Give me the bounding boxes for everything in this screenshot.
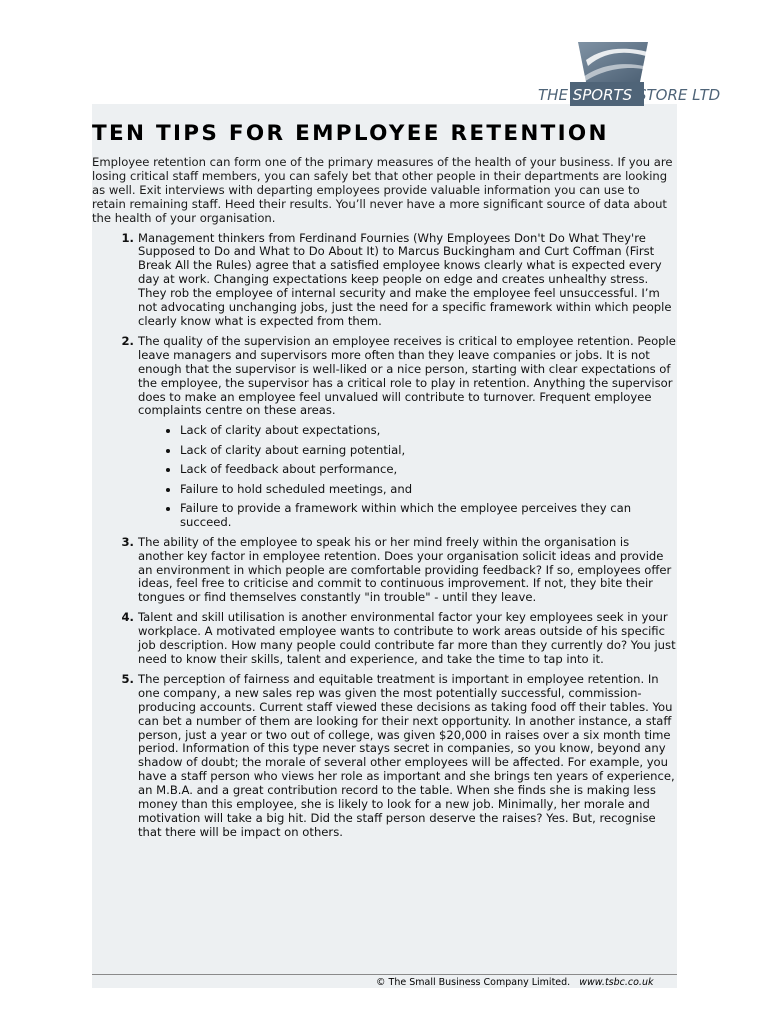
logo-text-sports: SPORTS bbox=[572, 86, 633, 104]
tip-text: The quality of the supervision an employee receives is critical to employee retention. People leave managers and supervisors more often than they leave companies or jobs. It is not enough that the supervisor is well-liked or a nice person, starting with clear expectations of the employee, the supervisor has a critical role to play in retention. Anything the supervisor does to make an employee feel unvalued will contribute to turnover. Frequent employee complaints centre on these areas. bbox=[138, 333, 676, 418]
tip-item bbox=[138, 673, 677, 840]
tip-text: Talent and skill utilisation is another environmental factor your key employees seek in your workplace. A motivated employee wants to contribute to work areas outside of his specific job description. How many people could contribute far more than they currently do? You just need to know their skills, talent and experience, and take the time to tap into it. bbox=[138, 610, 676, 666]
tip-item bbox=[138, 232, 677, 329]
complaint-item: • Failure to provide a framework within which the employee perceives they can succeed. bbox=[180, 502, 677, 530]
tip-text: The ability of the employee to speak his or her mind freely within the organisation is another key factor in employee retention. Does your organisation solicit ideas and provide an environment in which people are comfortable providing feedback? If so, employees offer ideas, feel free to criticise and commit to continuous improvement. If not, they bite their tongues or find themselves constantly "in trouble" - until they leave. bbox=[138, 534, 672, 605]
footer-divider bbox=[92, 974, 677, 975]
page-title: TEN TIPS FOR EMPLOYEE RETENTION bbox=[92, 121, 609, 146]
tip-item bbox=[138, 611, 677, 667]
logo-text-store: STORE LTD bbox=[636, 86, 721, 104]
footer-copyright: © The Small Business Company Limited. bbox=[376, 977, 571, 988]
complaint-item: • Lack of clarity about earning potential, bbox=[180, 444, 677, 458]
tips-list bbox=[92, 232, 677, 840]
intro-paragraph: Employee retention can form one of the primary measures of the health of your business. If you are losing critical staff members, you can safely bet that other people in their departments are looking as well. Exit interviews with departing employees provide valuable information you can use to retain remaining staff. Heed their results. You’ll never have a more significant source of data about the health of your organisation. bbox=[92, 155, 673, 225]
tip-item bbox=[138, 536, 677, 606]
complaint-item: • Lack of clarity about expectations, bbox=[180, 424, 677, 438]
document-content bbox=[92, 121, 677, 846]
complaint-item: • Lack of feedback about performance, bbox=[180, 463, 677, 477]
logo-text-the: THE bbox=[538, 86, 568, 104]
complaint-item: • Failure to hold scheduled meetings, and bbox=[180, 483, 677, 497]
tip-item bbox=[138, 335, 677, 530]
logo-text bbox=[538, 86, 720, 104]
company-logo bbox=[520, 42, 730, 108]
tip-text: Management thinkers from Ferdinand Fournies (Why Employees Don't Do What They're Supposed to Do and What to Do About It) to Marcus Buckingham and Curt Coffman (First Break All the Rules) agree that a satisfied employee knows clearly what is expected every day at work. Changing expectations keep people on edge and creates unhealthy stress. They rob the employee of internal security and make the employee feel unsuccessful. I’m not advocating unchanging jobs, just the need for a specific framework within which people clearly know what is expected from them. bbox=[138, 230, 672, 328]
tip-text: The perception of fairness and equitable treatment is important in employee retention. In one company, a new sales rep was given the most potentially successful, commission-producing accounts. Current staff viewed these decisions as taking food off their tables. You can bet a number of them are looking for their next opportunity. In another instance, a staff person, just a year or two out of college, was given $20,000 in raises over a six month time period. Information of this type never stays secret in companies, so you know, beyond any shadow of doubt; the morale of several other employees will be affected. For example, you have a staff person who views her role as important and she brings ten years of experience, an M.B.A. and a great contribution record to the table. When she finds she is making less money than this employee, she is likely to look for a new job. Minimally, her morale and motivation will take a big hit. Did the staff person deserve the raises? Yes. But, recognise that there will be impact on others. bbox=[138, 671, 675, 839]
complaints-list bbox=[138, 424, 677, 529]
footer-url-link[interactable]: www.tsbc.co.uk bbox=[579, 977, 654, 988]
page-footer bbox=[376, 977, 653, 988]
